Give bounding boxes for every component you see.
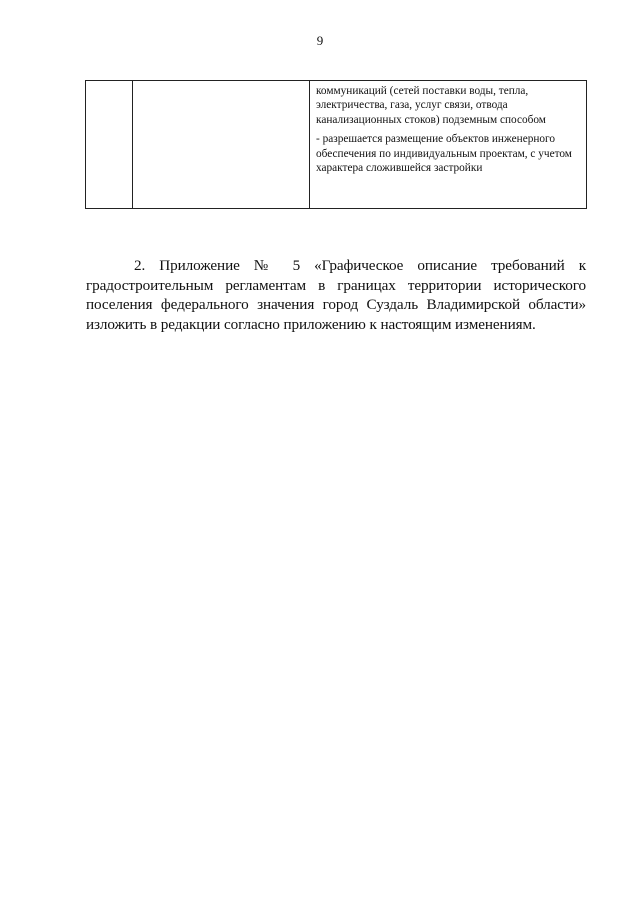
regulations-table-fragment — [85, 80, 587, 209]
table-cell-paragraph: коммуникаций (сетей поставки воды, тепла, электричества, газа, услуг связи, отвода канализационных стоков) подземным способом — [316, 85, 546, 126]
page-number: 9 — [316, 33, 324, 48]
body-paragraph: 2. Приложение № 5 «Графическое описание требований к градостроительным регламентам в границах территории исторического поселения федерального значения город Суздаль Владимирской области» изложить в редакции согласно приложению к настоящим изменениям. — [86, 257, 586, 333]
table-column-requirements — [310, 81, 586, 208]
table-column-number — [86, 81, 133, 208]
table-cell-paragraph: - разрешается размещение объектов инженерного обеспечения по индивидуальным проектам, с учетом характера сложившейся застройки — [316, 133, 572, 175]
table-column-zone — [133, 81, 310, 208]
